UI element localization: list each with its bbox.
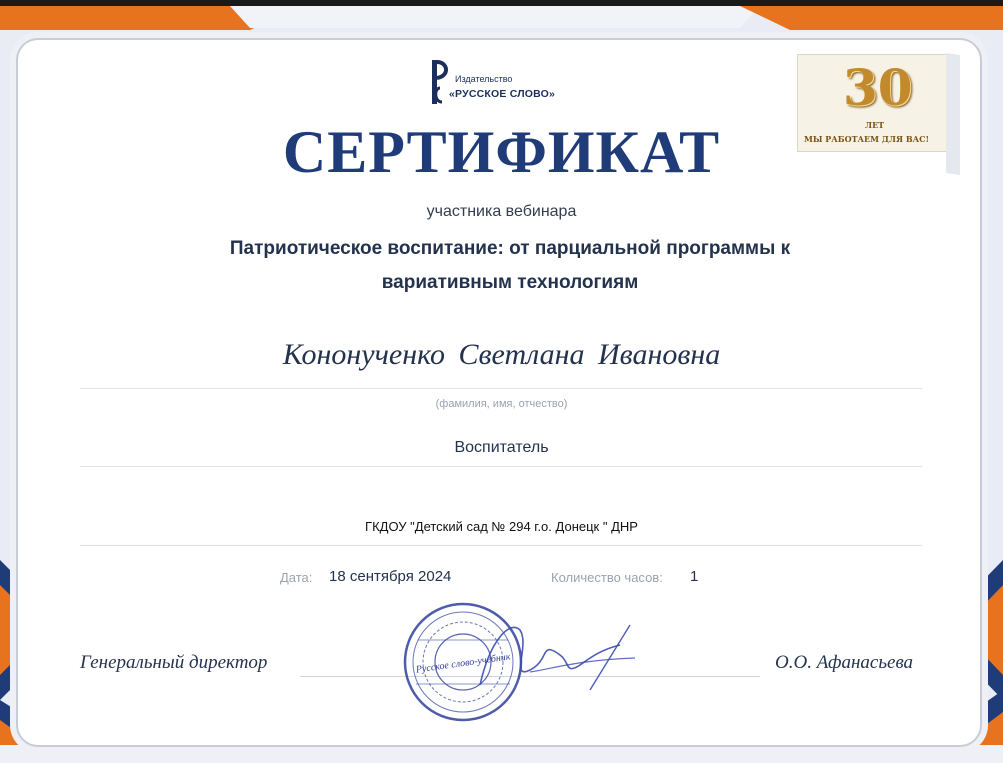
anniversary-years: ЛЕТ (865, 120, 885, 130)
date-label: Дата: (280, 570, 313, 585)
publisher-name: «РУССКОЕ СЛОВО» (449, 88, 556, 100)
certificate-subtitle: участника вебинара (426, 203, 577, 220)
webinar-title-line-2: вариативным технологиям (381, 272, 639, 293)
organization-underline (80, 545, 922, 546)
certificate-title: СЕРТИФИКАТ (282, 119, 721, 185)
participant-name: Кононученко Светлана Ивановна (282, 338, 721, 371)
date-value: 18 сентября 2024 (329, 568, 452, 585)
publisher-label: Издательство (455, 74, 513, 84)
anniversary-number: 30 (843, 58, 913, 117)
anniversary-motto: МЫ РАБОТАЕМ ДЛЯ ВАС! (804, 134, 929, 144)
webinar-title (120, 232, 900, 300)
position-underline (80, 466, 922, 467)
signature-scribble (470, 610, 640, 700)
participant-position: Воспитатель (454, 439, 549, 456)
webinar-title-line-1: Патриотическое воспитание: от парциальной программы к (229, 238, 791, 259)
hours-value: 1 (690, 568, 699, 585)
participant-organization: ГКДОУ "Детский сад № 294 г.о. Донецк " ДНР (365, 519, 638, 534)
hours-label: Количество часов: (551, 570, 663, 585)
seal-center-text: Русское слово-учебник (415, 651, 512, 676)
signer-role: Генеральный директор (80, 652, 268, 673)
signer-name: О.О. Афанасьева (775, 652, 914, 673)
name-caption: (фамилия, имя, отчество) (435, 398, 568, 410)
name-underline (80, 388, 922, 389)
top-edge (0, 0, 1003, 6)
